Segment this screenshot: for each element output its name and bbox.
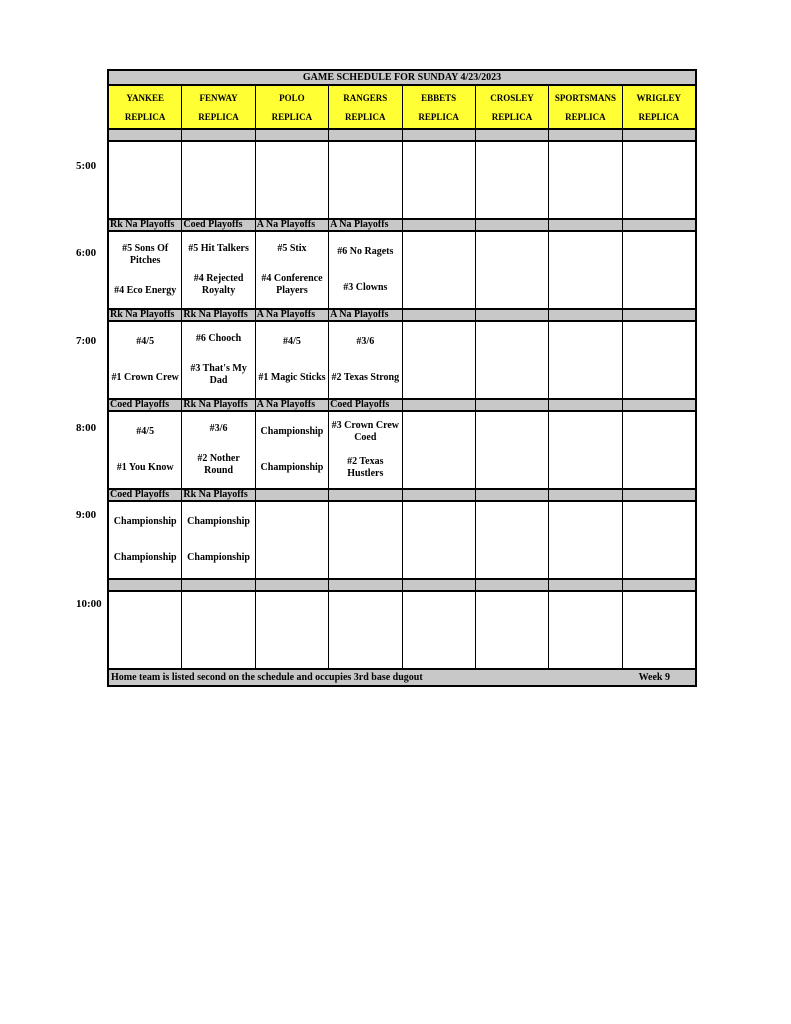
- footer-note: Home team is listed second on the schedule and occupies 3rd base dugout: [111, 672, 423, 683]
- division-label: [549, 400, 622, 410]
- game-cell: [403, 322, 476, 398]
- division-label: Rk Na Playoffs: [182, 400, 255, 410]
- division-label: [549, 130, 622, 140]
- time-slot-row: [107, 412, 697, 488]
- game-cell: [182, 232, 255, 308]
- home-team: Championship: [260, 462, 324, 473]
- game-cell: [549, 502, 622, 578]
- home-team: #3 That's My Dad: [190, 363, 247, 386]
- time-label: 9:00: [76, 509, 97, 521]
- game-cell: [403, 412, 476, 488]
- game-cell: [476, 142, 549, 218]
- away-team: #4/5: [136, 336, 155, 347]
- game-cell: [476, 592, 549, 668]
- time-slot-row: [107, 592, 697, 668]
- game-cell: [549, 322, 622, 398]
- away-team: Championship: [260, 426, 324, 437]
- game-cell: [623, 322, 695, 398]
- away-team: Championship: [187, 516, 250, 527]
- division-label: Coed Playoffs: [182, 220, 255, 230]
- game-cell: [256, 502, 329, 578]
- away-team: #5 Hit Talkers: [188, 243, 249, 254]
- time-slot-row: [107, 502, 697, 578]
- division-label: [623, 400, 695, 410]
- field-sub: REPLICA: [491, 111, 533, 122]
- division-label: [182, 580, 255, 590]
- division-row: [107, 128, 697, 142]
- time-label: 8:00: [76, 422, 97, 434]
- division-label: [403, 580, 476, 590]
- away-team: #4/5: [283, 336, 301, 347]
- division-label: [329, 130, 402, 140]
- game-cell: [182, 502, 255, 578]
- home-team: #4 Conference Players: [261, 273, 323, 296]
- home-team: Championship: [187, 552, 250, 563]
- division-label: [403, 400, 476, 410]
- game-cell: [182, 322, 255, 398]
- division-label: [182, 130, 255, 140]
- division-label: A Na Playoffs: [329, 310, 402, 320]
- game-cell: [476, 412, 549, 488]
- division-label: [403, 310, 476, 320]
- away-team: #5 Stix: [277, 243, 307, 254]
- division-label: [256, 490, 329, 500]
- home-team: Championship: [113, 552, 177, 563]
- division-label: [256, 130, 329, 140]
- division-label: A Na Playoffs: [329, 220, 402, 230]
- game-cell: [329, 502, 402, 578]
- game-cell: [329, 142, 402, 218]
- field-name: WRIGLEY: [636, 92, 682, 103]
- game-cell: [623, 502, 695, 578]
- division-label: [403, 220, 476, 230]
- home-team: #2 Nother Round: [197, 453, 240, 476]
- division-label: [549, 220, 622, 230]
- home-team: #1 You Know: [116, 462, 174, 473]
- field-header-rangers: [329, 86, 402, 128]
- division-label: [623, 310, 695, 320]
- game-cell: [109, 412, 182, 488]
- game-cell: [256, 232, 329, 308]
- game-cell: [256, 412, 329, 488]
- division-label: Rk Na Playoffs: [182, 310, 255, 320]
- division-label: [109, 130, 182, 140]
- field-header-fenway: [182, 86, 255, 128]
- division-label: Rk Na Playoffs: [182, 490, 255, 500]
- division-label: [476, 220, 549, 230]
- game-cell: [256, 592, 329, 668]
- game-cell: [549, 142, 622, 218]
- away-team: Championship: [113, 516, 177, 527]
- game-cell: [623, 142, 695, 218]
- game-cell: [623, 412, 695, 488]
- game-cell: [109, 232, 182, 308]
- division-label: [476, 490, 549, 500]
- game-cell: [476, 502, 549, 578]
- week-label: Week 9: [638, 672, 670, 683]
- division-label: Rk Na Playoffs: [109, 310, 182, 320]
- game-cell: [256, 322, 329, 398]
- game-cell: [182, 142, 255, 218]
- game-cell: [182, 412, 255, 488]
- game-cell: [109, 322, 182, 398]
- home-team: #4 Rejected Royalty: [193, 273, 244, 296]
- division-label: [476, 130, 549, 140]
- division-label: [549, 490, 622, 500]
- game-cell: [109, 142, 182, 218]
- division-label: Coed Playoffs: [329, 400, 402, 410]
- field-header-wrigley: [623, 86, 695, 128]
- field-sub: REPLICA: [565, 111, 606, 122]
- field-header-yankee: [109, 86, 182, 128]
- away-team: #6 No Ragets: [337, 246, 394, 257]
- field-sub: REPLICA: [271, 111, 313, 122]
- schedule-title: GAME SCHEDULE FOR SUNDAY 4/23/2023: [107, 69, 697, 86]
- field-name: SPORTSMANS: [554, 92, 617, 103]
- division-row: [107, 308, 697, 322]
- division-label: A Na Playoffs: [256, 220, 329, 230]
- field-name: RANGERS: [343, 92, 388, 103]
- game-cell: [109, 592, 182, 668]
- division-label: Rk Na Playoffs: [109, 220, 182, 230]
- division-label: [403, 490, 476, 500]
- home-team: #2 Texas Hustlers: [347, 456, 384, 479]
- division-label: [329, 490, 402, 500]
- away-team: #3/6: [356, 336, 375, 347]
- field-name: EBBETS: [421, 92, 457, 103]
- game-cell: [403, 592, 476, 668]
- away-team: #3 Crown Crew Coed: [331, 420, 400, 443]
- game-cell: [256, 142, 329, 218]
- field-name: FENWAY: [199, 92, 238, 103]
- time-label: 5:00: [76, 160, 97, 172]
- game-cell: [109, 502, 182, 578]
- time-label: 6:00: [76, 247, 97, 259]
- division-label: Coed Playoffs: [109, 490, 182, 500]
- division-label: [109, 580, 182, 590]
- field-sub: REPLICA: [638, 111, 680, 122]
- division-label: A Na Playoffs: [256, 310, 329, 320]
- away-team: #5 Sons Of Pitches: [122, 243, 169, 266]
- division-label: [476, 400, 549, 410]
- division-label: [549, 580, 622, 590]
- time-slot-row: [107, 322, 697, 398]
- division-label: [623, 580, 695, 590]
- field-header-polo: [256, 86, 329, 128]
- division-label: [476, 580, 549, 590]
- division-label: [549, 310, 622, 320]
- division-row: [107, 488, 697, 502]
- game-cell: [329, 322, 402, 398]
- home-team: #3 Clowns: [343, 282, 388, 293]
- field-name: POLO: [279, 92, 305, 103]
- schedule-table: [107, 69, 697, 687]
- division-label: [476, 310, 549, 320]
- field-header-ebbets: [403, 86, 476, 128]
- field-header-crosley: [476, 86, 549, 128]
- field-sub: REPLICA: [345, 111, 386, 122]
- division-label: [329, 580, 402, 590]
- division-row: [107, 218, 697, 232]
- time-slot-row: [107, 232, 697, 308]
- game-cell: [549, 232, 622, 308]
- game-cell: [403, 232, 476, 308]
- game-cell: [329, 412, 402, 488]
- footer-row: [107, 668, 697, 687]
- away-team: #6 Chooch: [195, 333, 242, 344]
- division-label: [256, 580, 329, 590]
- division-label: [623, 490, 695, 500]
- away-team: #3/6: [209, 423, 228, 434]
- game-cell: [549, 412, 622, 488]
- game-cell: [623, 232, 695, 308]
- game-cell: [403, 502, 476, 578]
- home-team: #4 Eco Energy: [114, 285, 177, 296]
- time-label: 7:00: [76, 335, 97, 347]
- game-cell: [476, 322, 549, 398]
- time-label: 10:00: [76, 598, 102, 610]
- field-header-sportsmans: [549, 86, 622, 128]
- division-label: A Na Playoffs: [256, 400, 329, 410]
- game-cell: [329, 232, 402, 308]
- division-label: Coed Playoffs: [109, 400, 182, 410]
- game-cell: [476, 232, 549, 308]
- home-team: #1 Magic Sticks: [258, 372, 326, 383]
- field-header-row: [107, 86, 697, 128]
- field-sub: REPLICA: [198, 111, 239, 122]
- division-label: [403, 130, 476, 140]
- game-cell: [549, 592, 622, 668]
- division-label: [623, 130, 695, 140]
- field-sub: REPLICA: [418, 111, 459, 122]
- game-cell: [403, 142, 476, 218]
- game-cell: [182, 592, 255, 668]
- game-cell: [329, 592, 402, 668]
- home-team: #1 Crown Crew: [111, 372, 179, 383]
- division-row: [107, 398, 697, 412]
- field-sub: REPLICA: [124, 111, 166, 122]
- division-row: [107, 578, 697, 592]
- division-label: [623, 220, 695, 230]
- field-name: YANKEE: [126, 92, 165, 103]
- home-team: #2 Texas Strong: [331, 372, 400, 383]
- time-slot-row: [107, 142, 697, 218]
- away-team: #4/5: [136, 426, 155, 437]
- game-cell: [623, 592, 695, 668]
- field-name: CROSLEY: [490, 92, 534, 103]
